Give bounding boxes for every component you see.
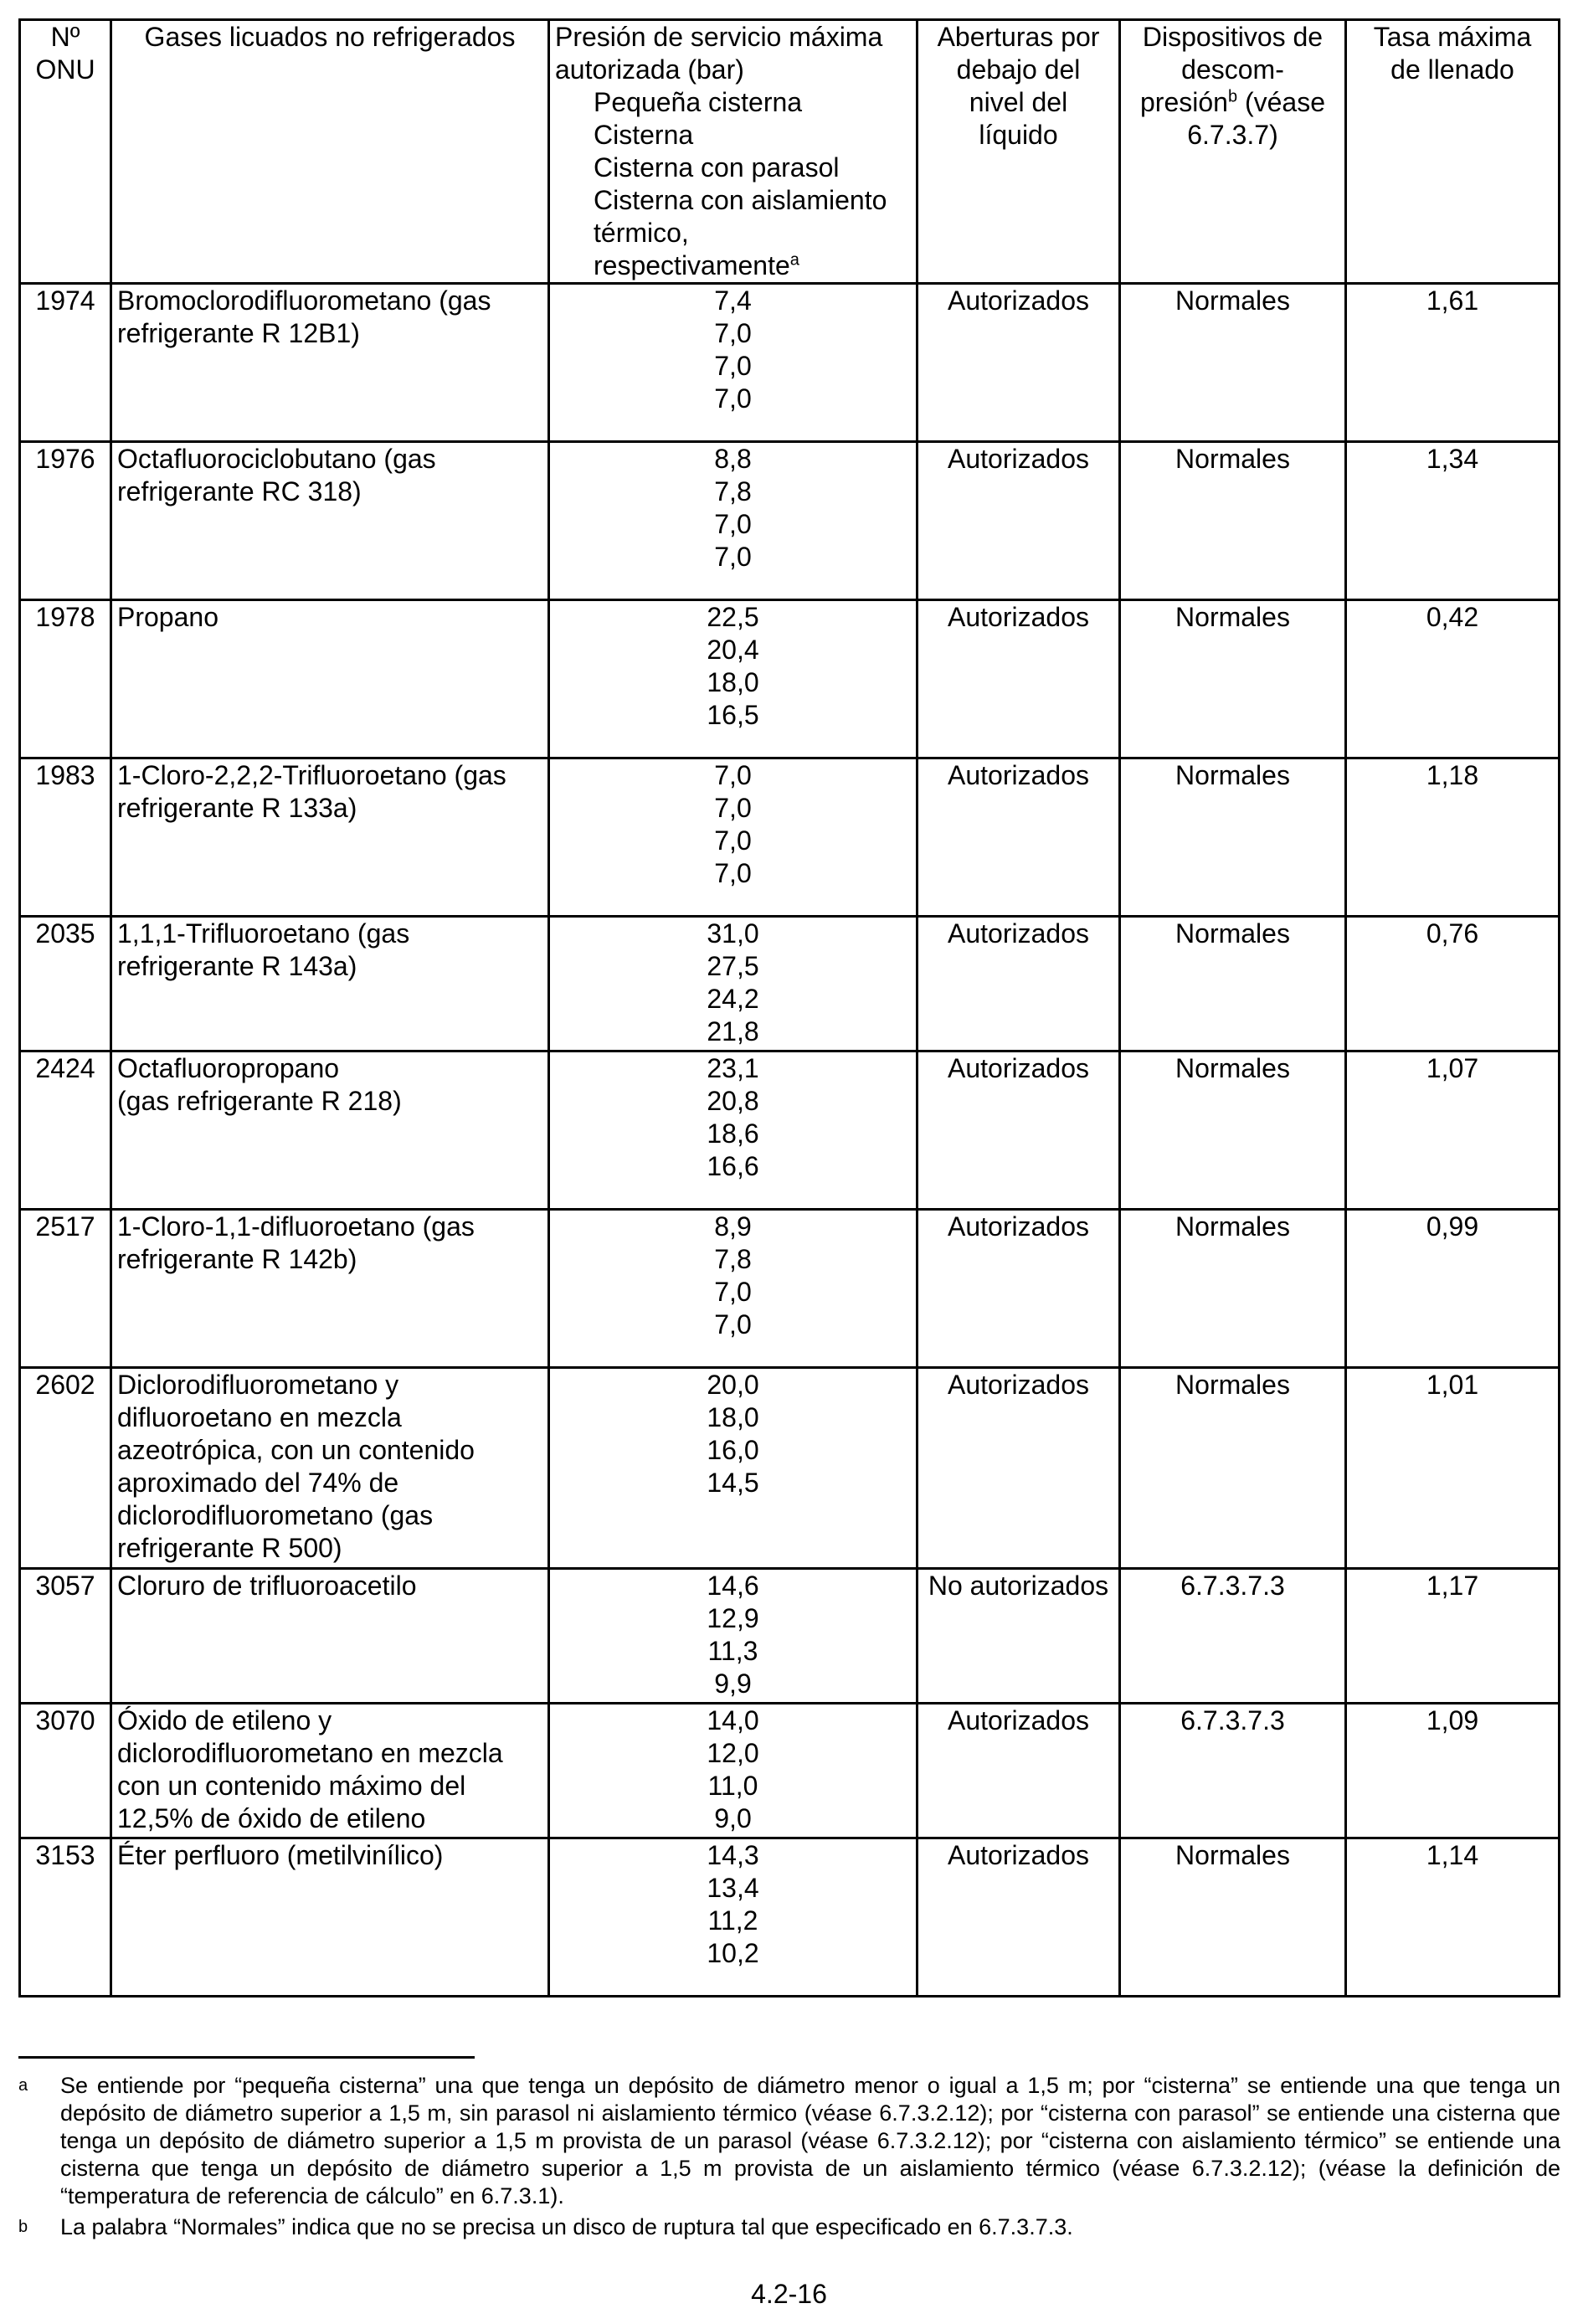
cell-tasa: 1,01: [1346, 1368, 1560, 1569]
table-row: [20, 1838, 1560, 1997]
header-pressure-subtype: Pequeña cisterna: [594, 87, 803, 117]
cell-gas-name: [111, 284, 549, 442]
cell-gas-name-line: Cloruro de trifluoroacetilo: [117, 1571, 417, 1601]
cell-pressures-line: 11,2: [707, 1905, 758, 1936]
header-gas-name: Gases licuados no refrigerados: [111, 20, 549, 284]
cell-pressures-line: 14,6: [707, 1571, 759, 1601]
cell-gas-name-line: (gas refrigerante R 218): [117, 1086, 402, 1116]
cell-pressures-line: 12,0: [707, 1738, 759, 1768]
cell-dispositivos: Normales: [1120, 600, 1346, 758]
cell-pressures-line: 16,6: [707, 1151, 759, 1181]
cell-pressures-line: 20,8: [707, 1086, 759, 1116]
header-tasa: [1346, 20, 1560, 284]
header-dispositivos-line: Dispositivos de: [1142, 22, 1324, 52]
footnote-text: Se entiende por “pequeña cisterna” una que tenga un depósito de diámetro menor o igual a 1,5 m; por “cisterna” se entiende una que tenga un depósito de diámetro superior a 1,5 m, sin parasol ni aislamiento térmico (véase 6.7.3.2.12); por “cisterna con parasol” se entiende una cisterna que tenga un depósito de diámetro superior a 1,5 m provista de un parasol (véase 6.7.3.2.12); por “cisterna con aislamiento térmico” se entiende una cisterna que tenga un depósito de diámetro superior a 1,5 m provista de un aislamiento térmico (véase 6.7.3.2.12); (véase la definición de “temperatura de referencia de cálculo” en 6.7.3.1).: [60, 2073, 1560, 2208]
table-row: [20, 1210, 1560, 1368]
cell-pressures: [549, 1569, 918, 1704]
cell-aberturas: Autorizados: [918, 600, 1120, 758]
cell-gas-name-line: Éter perfluoro (metilvinílico): [117, 1840, 444, 1870]
cell-gas-name-line: Bromoclorodifluorometano (gas: [117, 285, 491, 316]
header-pressure: [549, 20, 918, 284]
cell-pressures-line: 14,0: [707, 1705, 759, 1735]
cell-pressures-line: 7,0: [714, 351, 752, 381]
cell-gas-name-line: 1-Cloro-1,1-difluoroetano (gas: [117, 1211, 475, 1242]
cell-aberturas: Autorizados: [918, 758, 1120, 917]
header-tasa-line: Tasa máxima: [1373, 22, 1532, 52]
cell-tasa: 1,17: [1346, 1569, 1560, 1704]
cell-dispositivos: Normales: [1120, 1838, 1346, 1997]
cell-tasa: 1,14: [1346, 1838, 1560, 1997]
table-row: [20, 1704, 1560, 1838]
cell-gas-name-line: refrigerante R 142b): [117, 1244, 357, 1274]
cell-aberturas: Autorizados: [918, 1210, 1120, 1368]
header-dispositivos-text: presión: [1139, 87, 1228, 117]
cell-dispositivos: 6.7.3.7.3: [1120, 1569, 1346, 1704]
cell-onu: 1983: [20, 758, 111, 917]
table-row: [20, 442, 1560, 600]
cell-dispositivos: Normales: [1120, 284, 1346, 442]
cell-pressures: [549, 600, 918, 758]
cell-gas-name: [111, 600, 549, 758]
header-dispositivos-line: 6.7.3.7): [1187, 120, 1278, 150]
cell-aberturas: Autorizados: [918, 1368, 1120, 1569]
cell-dispositivos: Normales: [1120, 442, 1346, 600]
cell-pressures-line: 9,9: [714, 1668, 752, 1699]
header-pressure-subtype: Cisterna: [594, 120, 694, 150]
header-dispositivos-text: (véase: [1237, 87, 1325, 117]
cell-aberturas: Autorizados: [918, 1838, 1120, 1997]
header-pressure-subtype: Cisterna con parasol: [594, 152, 840, 183]
footnote-divider: [18, 2056, 475, 2059]
cell-pressures-line: 14,3: [707, 1840, 759, 1870]
cell-aberturas: Autorizados: [918, 917, 1120, 1051]
cell-pressures-line: 7,0: [714, 825, 752, 856]
cell-pressures-line: 20,0: [707, 1370, 759, 1400]
cell-pressures-line: 16,0: [707, 1435, 759, 1465]
cell-gas-name: [111, 758, 549, 917]
header-aberturas-line: líquido: [979, 120, 1058, 150]
cell-pressures-line: 7,0: [714, 542, 752, 572]
cell-tasa: 1,18: [1346, 758, 1560, 917]
footnotes: [18, 2072, 1560, 2244]
header-pressure-title: autorizada (bar): [555, 54, 744, 85]
cell-pressures-line: 24,2: [707, 984, 759, 1014]
cell-gas-name-line: aproximado del 74% de: [117, 1468, 399, 1498]
cell-dispositivos: Normales: [1120, 917, 1346, 1051]
header-pressure-subtype: [594, 249, 911, 282]
cell-aberturas: Autorizados: [918, 442, 1120, 600]
cell-tasa: 1,07: [1346, 1051, 1560, 1210]
cell-pressures: [549, 758, 918, 917]
cell-pressures-line: 7,0: [714, 383, 752, 414]
cell-gas-name-line: difluoroetano en mezcla: [117, 1402, 402, 1432]
cell-gas-name: [111, 442, 549, 600]
cell-pressures-line: 8,9: [714, 1211, 752, 1242]
cell-pressures: [549, 1838, 918, 1997]
cell-pressures: [549, 1210, 918, 1368]
cell-pressures-line: 16,5: [707, 700, 759, 730]
table-row: [20, 1368, 1560, 1569]
cell-pressures-line: 22,5: [707, 602, 759, 632]
cell-gas-name-line: refrigerante R 12B1): [117, 318, 360, 348]
cell-pressures-line: 18,0: [707, 667, 759, 697]
cell-pressures: [549, 1368, 918, 1569]
cell-onu: 2424: [20, 1051, 111, 1210]
cell-gas-name-line: diclorodifluorometano en mezcla: [117, 1738, 503, 1768]
cell-pressures: [549, 1051, 918, 1210]
header-dispositivos-line: [1126, 86, 1339, 119]
cell-pressures-line: 14,5: [707, 1468, 759, 1498]
page-number: 4.2-16: [751, 2279, 827, 2309]
cell-pressures-line: 7,8: [714, 1244, 752, 1274]
cell-aberturas: No autorizados: [918, 1569, 1120, 1704]
cell-pressures-line: 20,4: [707, 635, 759, 665]
table-header-row: [20, 20, 1560, 284]
cell-pressures-line: 18,6: [707, 1118, 759, 1149]
header-pressure-subtype-text: respectivamente: [594, 250, 790, 280]
header-pressure-subtype: Cisterna con aislamiento: [594, 185, 887, 215]
cell-pressures-line: 31,0: [707, 918, 759, 949]
cell-pressures: [549, 284, 918, 442]
table-body: [20, 284, 1560, 1997]
cell-tasa: 1,09: [1346, 1704, 1560, 1838]
cell-pressures-line: 11,0: [707, 1771, 758, 1801]
footnote-mark: a: [18, 2076, 28, 2095]
cell-gas-name: [111, 1704, 549, 1838]
cell-pressures-line: 7,0: [714, 1309, 752, 1339]
header-onu: [20, 20, 111, 284]
cell-onu: 1974: [20, 284, 111, 442]
cell-dispositivos: Normales: [1120, 758, 1346, 917]
cell-gas-name: [111, 1838, 549, 1997]
cell-pressures: [549, 1704, 918, 1838]
cell-pressures-line: 7,0: [714, 1277, 752, 1307]
cell-dispositivos: Normales: [1120, 1368, 1346, 1569]
header-aberturas-line: Aberturas por: [937, 22, 1100, 52]
gases-table: [18, 18, 1560, 1998]
cell-pressures-line: 9,0: [714, 1803, 752, 1833]
cell-tasa: 0,42: [1346, 600, 1560, 758]
cell-pressures-line: 18,0: [707, 1402, 759, 1432]
cell-gas-name-line: refrigerante R 133a): [117, 793, 357, 823]
cell-gas-name-line: 1,1,1-Trifluoroetano (gas: [117, 918, 410, 949]
cell-gas-name-line: Octafluorociclobutano (gas: [117, 444, 436, 474]
footnote-b: [18, 2213, 1560, 2241]
header-dispositivos-line: descom-: [1181, 54, 1284, 85]
cell-onu: 2035: [20, 917, 111, 1051]
cell-pressures-line: 23,1: [707, 1053, 759, 1083]
cell-onu: 3070: [20, 1704, 111, 1838]
cell-dispositivos: 6.7.3.7.3: [1120, 1704, 1346, 1838]
footnote-text: La palabra “Normales” indica que no se precisa un disco de ruptura tal que especificado en 6.7.3.7.3.: [60, 2214, 1073, 2239]
header-pressure-title: Presión de servicio máxima: [555, 22, 883, 52]
cell-pressures: [549, 442, 918, 600]
cell-pressures-line: 21,8: [707, 1016, 759, 1046]
header-aberturas-line: debajo del: [956, 54, 1081, 85]
cell-tasa: 1,61: [1346, 284, 1560, 442]
cell-onu: 2602: [20, 1368, 111, 1569]
cell-gas-name-line: refrigerante R 500): [117, 1533, 342, 1563]
table-row: [20, 758, 1560, 917]
cell-aberturas: Autorizados: [918, 1704, 1120, 1838]
cell-gas-name-line: diclorodifluorometano (gas: [117, 1500, 434, 1530]
footnote-a: [18, 2072, 1560, 2210]
cell-onu: 1976: [20, 442, 111, 600]
cell-aberturas: Autorizados: [918, 1051, 1120, 1210]
cell-pressures-line: 7,0: [714, 793, 752, 823]
cell-pressures-line: 27,5: [707, 951, 759, 981]
footnote-ref-a: a: [789, 250, 799, 270]
header-aberturas: [918, 20, 1120, 284]
cell-pressures: [549, 917, 918, 1051]
cell-onu: 2517: [20, 1210, 111, 1368]
header-aberturas-line: nivel del: [969, 87, 1068, 117]
table-row: [20, 1051, 1560, 1210]
footnote-ref-b: b: [1227, 87, 1238, 106]
header-tasa-line: de llenado: [1390, 54, 1514, 85]
header-dispositivos: [1120, 20, 1346, 284]
cell-dispositivos: Normales: [1120, 1051, 1346, 1210]
cell-onu: 1978: [20, 600, 111, 758]
cell-pressures-line: 8,8: [714, 444, 752, 474]
header-pressure-subtype: térmico,: [594, 218, 689, 248]
cell-gas-name-line: Diclorodifluorometano y: [117, 1370, 399, 1400]
cell-dispositivos: Normales: [1120, 1210, 1346, 1368]
cell-gas-name: [111, 1569, 549, 1704]
header-onu-line: ONU: [35, 54, 95, 85]
cell-gas-name-line: 12,5% de óxido de etileno: [117, 1803, 426, 1833]
cell-pressures-line: 13,4: [707, 1873, 759, 1903]
cell-tasa: 1,34: [1346, 442, 1560, 600]
cell-pressures-line: 7,8: [714, 476, 752, 506]
cell-pressures-line: 7,0: [714, 760, 752, 790]
cell-gas-name-line: con un contenido máximo del: [117, 1771, 466, 1801]
table-row: [20, 917, 1560, 1051]
cell-pressures-line: 7,0: [714, 858, 752, 888]
cell-pressures-line: 7,0: [714, 509, 752, 539]
cell-gas-name-line: Óxido de etileno y: [117, 1705, 332, 1735]
cell-tasa: 0,76: [1346, 917, 1560, 1051]
cell-gas-name-line: Octafluoropropano: [117, 1053, 340, 1083]
cell-pressures-line: 7,0: [714, 318, 752, 348]
cell-pressures-line: 10,2: [707, 1938, 759, 1968]
cell-gas-name-line: azeotrópica, con un contenido: [117, 1435, 475, 1465]
table-row: [20, 1569, 1560, 1704]
footnote-mark: b: [18, 2218, 28, 2236]
cell-gas-name-line: 1-Cloro-2,2,2-Trifluoroetano (gas: [117, 760, 506, 790]
cell-aberturas: Autorizados: [918, 284, 1120, 442]
cell-onu: 3057: [20, 1569, 111, 1704]
cell-pressures-line: 12,9: [707, 1603, 759, 1633]
cell-pressures-line: 7,4: [714, 285, 752, 316]
cell-gas-name-line: Propano: [117, 602, 218, 632]
table-row: [20, 284, 1560, 442]
cell-gas-name: [111, 1210, 549, 1368]
header-onu-line: Nº: [50, 22, 80, 52]
cell-gas-name-line: refrigerante RC 318): [117, 476, 362, 506]
cell-onu: 3153: [20, 1838, 111, 1997]
cell-pressures-line: 11,3: [707, 1636, 758, 1666]
cell-tasa: 0,99: [1346, 1210, 1560, 1368]
cell-gas-name: [111, 1368, 549, 1569]
cell-gas-name-line: refrigerante R 143a): [117, 951, 357, 981]
header-pressure-subtypes: [555, 86, 911, 282]
cell-gas-name: [111, 1051, 549, 1210]
cell-gas-name: [111, 917, 549, 1051]
table-row: [20, 600, 1560, 758]
